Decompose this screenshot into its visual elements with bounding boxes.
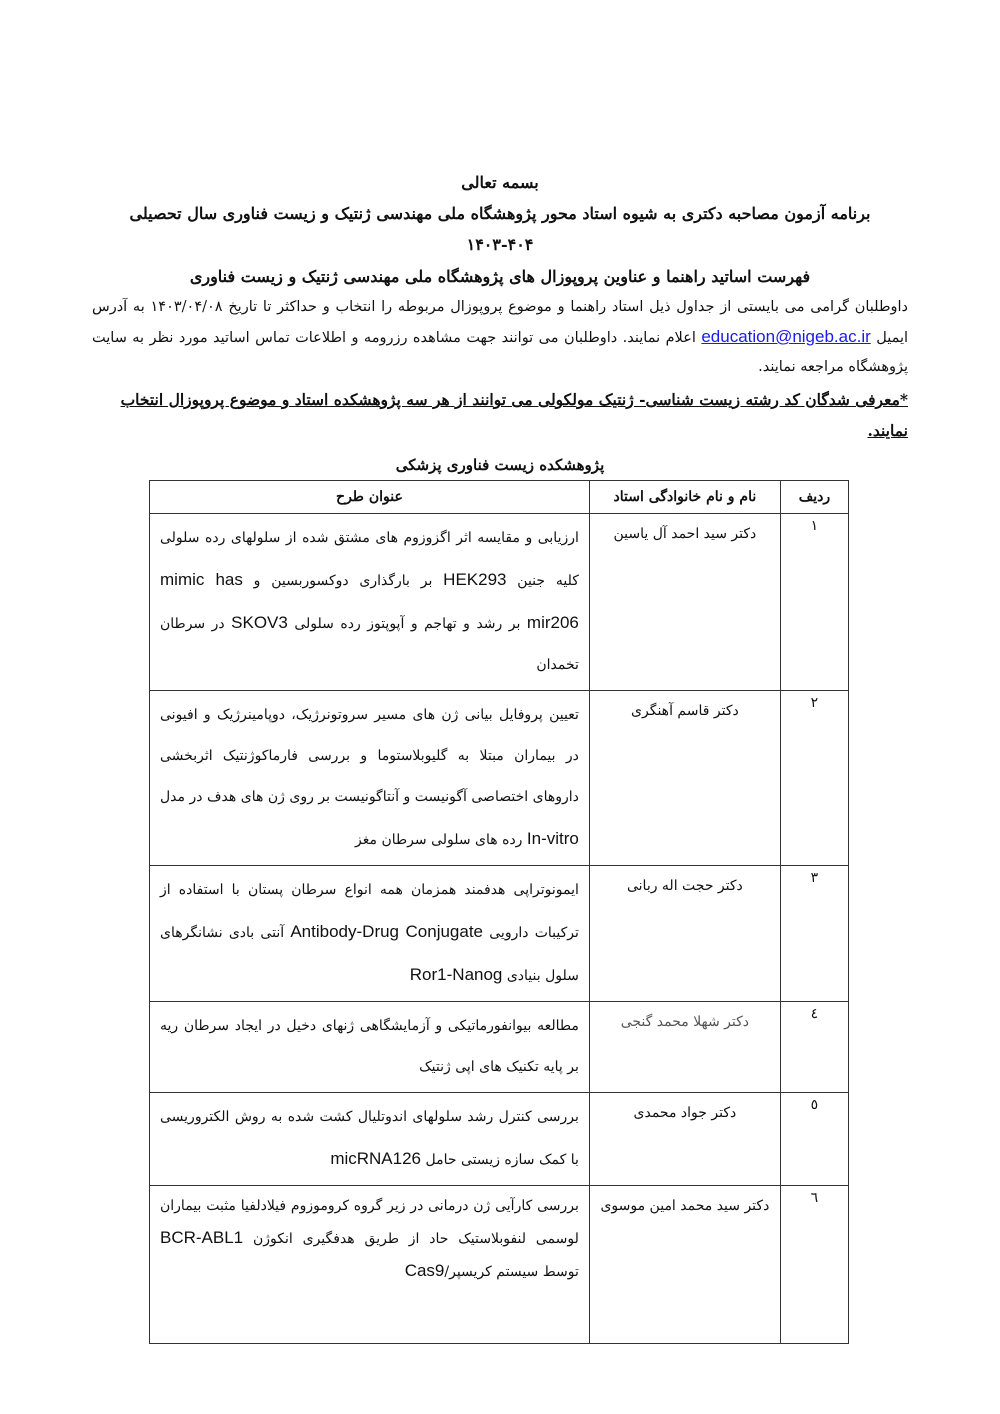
title-text: ایمونوتراپی هدفمند همزمان همه انواع سرطان پستان با استفاده از ترکیبات دارویی	[160, 882, 579, 941]
title-latin-term: In-vitro	[526, 829, 579, 848]
title-latin-term: BCR-ABL1	[160, 1228, 244, 1247]
title-text: بررسی کارآیی ژن درمانی در زیر گروه کروموزوم فیلادلفیا مثبت بیماران لوسمی لنفوبلاستیک حاد از طریق هدفگیری انکوژن	[160, 1198, 579, 1247]
basmala-heading: بسمه تعالی	[461, 173, 539, 192]
project-title	[150, 866, 590, 1002]
note-paragraph: *معرفی شدگان کد رشته زیست شناسی- ژنتیک مولکولی می توانند از هر سه پژوهشکده استاد و موضوع پروپوزال انتخاب نمایند.	[120, 390, 908, 440]
title-latin-term: Cas9	[404, 1261, 445, 1280]
project-title	[150, 1186, 590, 1344]
supervisors-table	[149, 480, 849, 1344]
table-row	[150, 1002, 849, 1093]
title-latin-term: HEK293	[443, 570, 507, 589]
table-row	[150, 514, 849, 691]
header-row-number: ردیف	[780, 481, 848, 514]
intro-text-2: اعلام نمایند. داوطلبان می توانند جهت مشاهده رزرومه و اطلاعات تماس اساتید مورد نظر به سایت پژوهشگاه مراجعه نمایند.	[92, 330, 908, 375]
supervisor-name: دکتر شهلا محمد گنجی	[589, 1002, 780, 1093]
institute-title: پژوهشکده زیست فناوری پزشکی	[395, 456, 605, 474]
title-text: مطالعه بیوانفورماتیکی و آزمایشگاهی ژنهای دخیل در ایجاد سرطان ریه بر پایه تکنیک های اپی ژنتیک	[160, 1018, 579, 1075]
table-row	[150, 691, 849, 866]
title-latin-term: Ror1-Nanog	[409, 965, 503, 984]
title-text: توسط سیستم کریسپر/	[444, 1264, 579, 1280]
title-latin-term: mimic has mir206	[160, 570, 579, 632]
title-latin-term: micRNA126	[330, 1149, 422, 1168]
document-page	[92, 0, 908, 1414]
table-header-row	[150, 481, 849, 514]
project-title	[150, 1002, 590, 1093]
intro-paragraph	[92, 293, 908, 382]
supervisor-name: دکتر حجت اله ربانی	[589, 866, 780, 1002]
list-title: فهرست اساتید راهنما و عناوین پروپوزال های پژوهشگاه ملی مهندسی ژنتیک و زیست فناوری	[189, 267, 811, 286]
title-text: ارزیابی و مقایسه اثر اگزوزوم های مشتق شده از سلولهای رده سلولی کلیه جنین	[160, 530, 579, 589]
email-link[interactable]: education@nigeb.ac.ir	[701, 327, 871, 346]
project-title	[150, 514, 590, 691]
project-title	[150, 1093, 590, 1186]
title-text: در سرطان تخمدان	[160, 616, 579, 673]
project-title	[150, 691, 590, 866]
program-title: برنامه آزمون مصاحبه دکتری به شیوه استاد محور پژوهشگاه ملی مهندسی ژنتیک و زیست فناوری سال تحصیلی	[129, 204, 871, 223]
supervisor-name: دکتر سید احمد آل یاسین	[589, 514, 780, 691]
table-row	[150, 866, 849, 1002]
title-text: تعیین پروفایل بیانی ژن های مسیر سروتونرژیک، دوپامینرژیک و افیونی در بیماران مبتلا به گلیوبلاستوما و بررسی فارماکوژنتیک اثربخشی داروهای اختصاصی آگونیست و آنتاگونیست بر روی ژن های هدف در مدل	[160, 707, 579, 805]
title-text: آنتی بادی نشانگرهای سلول بنیادی	[160, 925, 579, 984]
intro-text-1: داوطلبان گرامی می بایستی از جداول ذیل استاد راهنما و موضوع پروپوزال مربوطه را انتخاب و حداکثر تا تاریخ ۱۴۰۳/۰۴/۰۸ به آدرس ایمیل	[92, 299, 909, 346]
supervisor-name: دکتر سید محمد امین موسوی	[589, 1186, 780, 1344]
row-number: ۲	[780, 691, 848, 866]
row-number: ٥	[780, 1093, 848, 1186]
academic-year: ۱۴۰۳-۴۰۴	[466, 235, 534, 254]
title-latin-term: SKOV3	[231, 613, 288, 632]
title-text: بر رشد و تهاجم و آپوپتوز رده سلولی	[294, 616, 521, 632]
row-number: ۱	[780, 514, 848, 691]
header-supervisor-name: نام و نام خانوادگی استاد	[589, 481, 780, 514]
row-number: ۳	[780, 866, 848, 1002]
row-number: ٦	[780, 1186, 848, 1344]
row-number: ٤	[780, 1002, 848, 1093]
title-text: بررسی کنترل رشد سلولهای اندوتلیال کشت شده به روش الکتروریسی با کمک سازه زیستی حامل	[160, 1109, 579, 1168]
supervisor-name: دکتر قاسم آهنگری	[589, 691, 780, 866]
title-latin-term: Antibody-Drug Conjugate	[290, 922, 484, 941]
title-text: رده های سلولی سرطان مغز	[355, 832, 523, 848]
supervisor-name: دکتر جواد محمدی	[589, 1093, 780, 1186]
header-project-title: عنوان طرح	[150, 481, 590, 514]
table-row	[150, 1186, 849, 1344]
table-row	[150, 1093, 849, 1186]
title-text: بر بارگذاری دوکسوربسین و	[253, 573, 433, 589]
